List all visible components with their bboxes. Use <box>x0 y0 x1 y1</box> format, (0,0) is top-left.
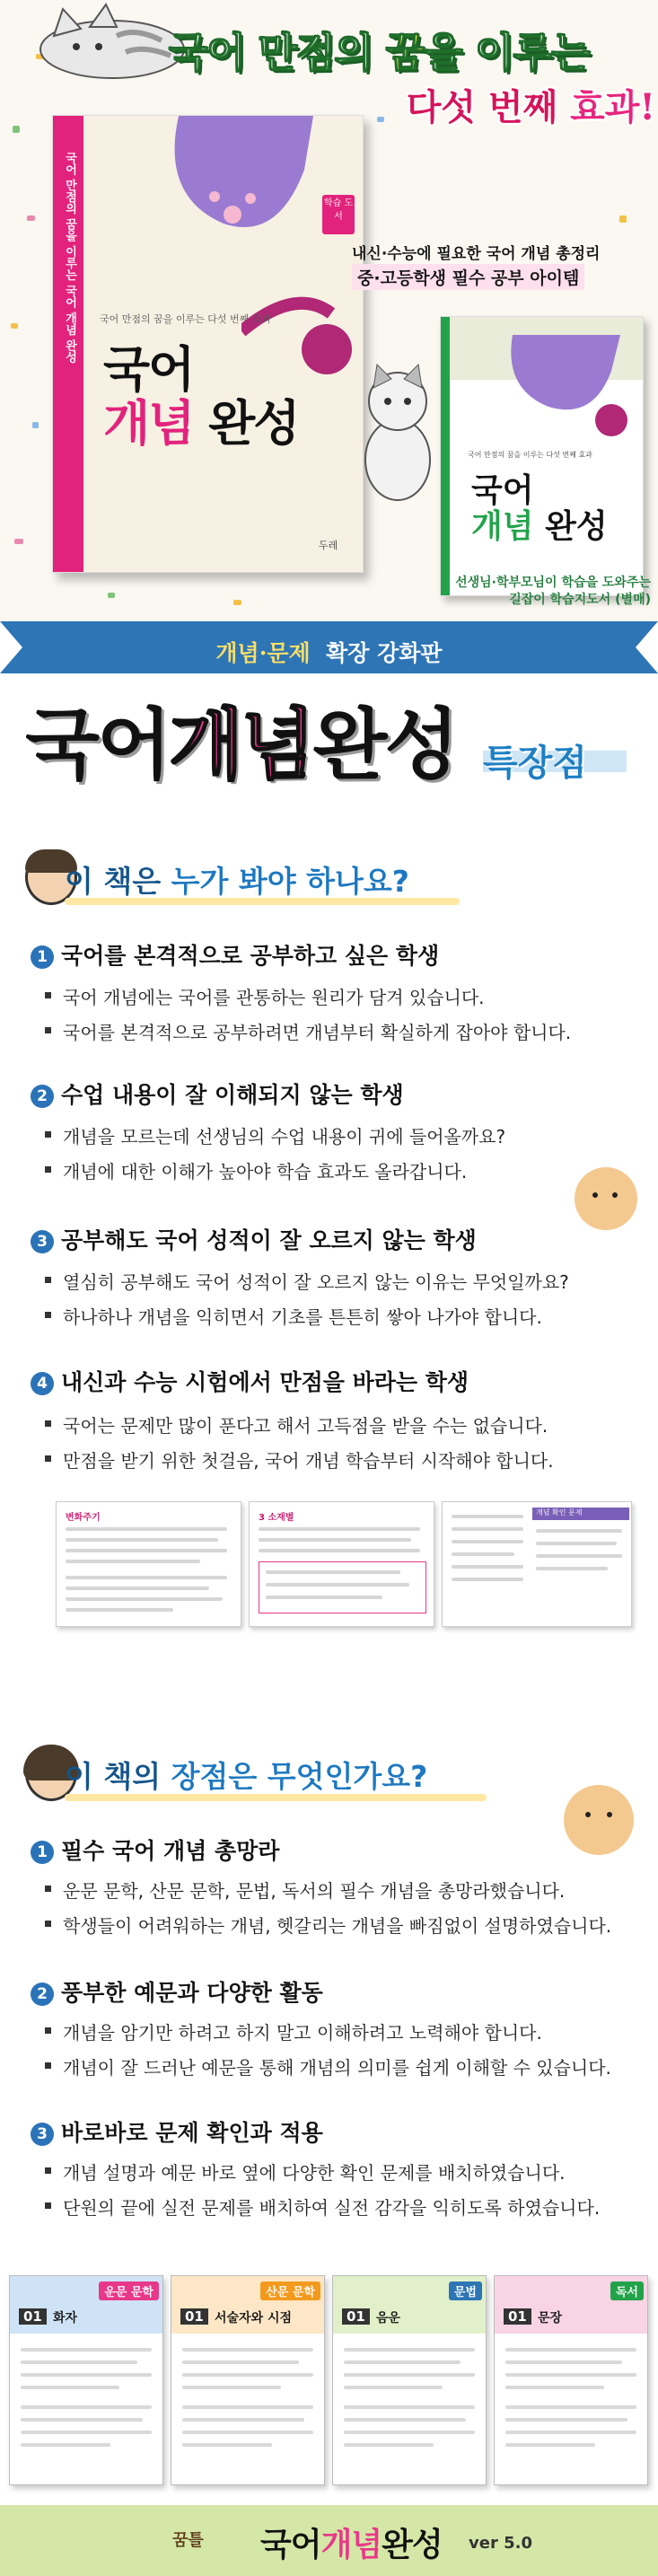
section1-item-2-bullet: 개념을 모르는데 선생님의 수업 내용이 귀에 들어올까요? <box>63 1122 505 1148</box>
book-cover-guide <box>440 316 644 596</box>
section1-item-1-bullet: 국어 개념에는 국어를 관통하는 원리가 담겨 있습니다. <box>63 983 485 1009</box>
section2-item-3-bullet: 단원의 끝에 실전 문제를 배치하여 실전 감각을 익히도록 하였습니다. <box>63 2194 600 2220</box>
section2-item-2-bullet: 개념이 잘 드러난 예문을 통해 개념의 의미를 쉽게 이해할 수 있습니다. <box>63 2053 611 2079</box>
cat-paw-illustration-icon <box>477 335 629 443</box>
section2-item-1-bullet: 운문 문학, 산문 문학, 문법, 독서의 필수 개념을 총망라했습니다. <box>63 1877 565 1903</box>
section1-item-3-bullet: 하나하나 개념을 익히면서 기초를 튼튼히 쌓아 나가야 합니다. <box>63 1303 542 1329</box>
sample-unit-page: 산문 문학 01 서술자와 시점 <box>171 2275 325 2485</box>
section2-item-3-bullet: 개념 설명과 예문 바로 옆에 다양한 확인 문제를 배치하였습니다. <box>63 2158 566 2185</box>
sample-unit-page: 독서 01 문장 <box>494 2275 648 2485</box>
footer-brand-logo: 꿈틀 <box>172 2531 204 2550</box>
section1-item-1-bullet: 국어를 본격적으로 공부하려면 개념부터 확실하게 잡아야 합니다. <box>63 1018 571 1044</box>
sample-page-screenshot: 개념 확인 문제 <box>442 1501 632 1627</box>
confetti <box>11 323 18 329</box>
hero-title-line2: 다섯 번째 효과! <box>406 86 655 128</box>
feature-tag: 특장점 <box>483 742 587 784</box>
puppy-icon <box>564 1785 634 1855</box>
yarn-ball-icon <box>241 277 358 385</box>
section2-item-2-bullet: 개념을 암기만 하려고 하지 말고 이해하려고 노력해야 합니다. <box>63 2018 542 2044</box>
hero-section <box>0 0 658 621</box>
book-title-line2: 개념 완성 <box>103 395 299 452</box>
footer-version: ver 5.0 <box>469 2534 532 2553</box>
section2-item-1-bullet: 학생들이 어려워하는 개념, 헷갈리는 개념을 빠짐없이 설명하였습니다. <box>63 1912 611 1938</box>
section1-item-4-bullet: 국어는 문제만 많이 푼다고 해서 고득점을 받을 수는 없습니다. <box>63 1411 548 1437</box>
puppy-icon <box>575 1167 637 1230</box>
book-title-line2: 개념 완성 <box>471 508 608 545</box>
book-title-line1: 국어 <box>103 341 194 398</box>
banner-text: 개념·문제 확장 강화판 <box>215 640 443 666</box>
guide-book-caption: 선생님·학부모님이 학습을 도와주는 길잡이 학습지도서 (별매) <box>455 576 651 607</box>
confetti <box>108 593 115 598</box>
confetti <box>32 422 39 428</box>
section2-item-3-title: 3 바로바로 문제 확인과 적용 <box>31 2115 323 2148</box>
book-subtitle: 국어 만점의 꿈을 이루는 다섯 번째 효과 <box>468 451 592 459</box>
book-spine-text: 국어 만점의 꿈을 이루는 국어 개념 완성 <box>63 152 76 364</box>
sample-page-screenshot: 변화주기 <box>56 1501 241 1627</box>
unit-label: 문법 <box>449 2281 482 2300</box>
confetti <box>13 126 20 133</box>
section1-item-2-bullet: 개념에 대한 이해가 높아야 학습 효과도 올라갑니다. <box>63 1157 467 1183</box>
sample-page-screenshot: 3 소재별 <box>249 1501 434 1627</box>
confetti <box>233 600 241 605</box>
sample-unit-page: 운문 문학 01 화자 <box>9 2275 163 2485</box>
footer-title: 국어개념완성 <box>260 2527 443 2563</box>
unit-label: 산문 문학 <box>260 2281 320 2300</box>
section2-item-1-title: 1 필수 국어 개념 총망라 <box>31 1833 279 1866</box>
hero-tagline-2: 중·고등학생 필수 공부 아이템 <box>352 264 584 290</box>
book-title-line1: 국어 <box>471 472 534 509</box>
confetti <box>14 539 23 544</box>
section1-title: 이 책은 누가 봐야 하나요? <box>65 864 409 899</box>
hero-title-line1: 국어 만점의 꿈을 이루는 <box>169 29 590 76</box>
main-title: 국어개념완성 <box>25 700 457 790</box>
book-publisher: 두레 <box>319 540 338 551</box>
section2-item-2-title: 2 풍부한 예문과 다양한 활동 <box>31 1975 323 2008</box>
unit-label: 독서 <box>610 2281 644 2300</box>
book-spine <box>441 317 450 595</box>
unit-label: 운문 문학 <box>99 2281 159 2300</box>
section1-item-3-bullet: 열심히 공부해도 국어 성적이 잘 오르지 않는 이유는 무엇일까요? <box>63 1268 569 1294</box>
book-subtitle: 국어 만점의 꿈을 이루는 다섯 번째 효과 <box>100 313 271 325</box>
book-badge: 학습 도서 <box>322 195 355 234</box>
cat-paw-illustration-icon <box>125 116 331 295</box>
section1-item-2-title: 2 수업 내용이 잘 이해되지 않는 학생 <box>31 1077 404 1110</box>
hero-tagline-1: 내신·수능에 필요한 국어 개념 총정리 <box>352 245 601 263</box>
book-cover-main <box>52 115 364 573</box>
confetti <box>27 215 35 221</box>
confetti <box>619 215 627 223</box>
section1-item-3-title: 3 공부해도 국어 성적이 잘 오르지 않는 학생 <box>31 1223 477 1255</box>
section2-title: 이 책의 장점은 무엇인가요? <box>65 1759 428 1794</box>
section1-item-4-bullet: 만점을 받기 위한 첫걸음, 국어 개념 학습부터 시작해야 합니다. <box>63 1446 554 1473</box>
sitting-cat-icon <box>357 352 438 505</box>
section1-item-1-title: 1 국어를 본격적으로 공부하고 싶은 학생 <box>31 938 439 971</box>
sample-unit-page: 문법 01 음운 <box>332 2275 487 2485</box>
section1-item-4-title: 4 내신과 수능 시험에서 만점을 바라는 학생 <box>31 1365 469 1397</box>
